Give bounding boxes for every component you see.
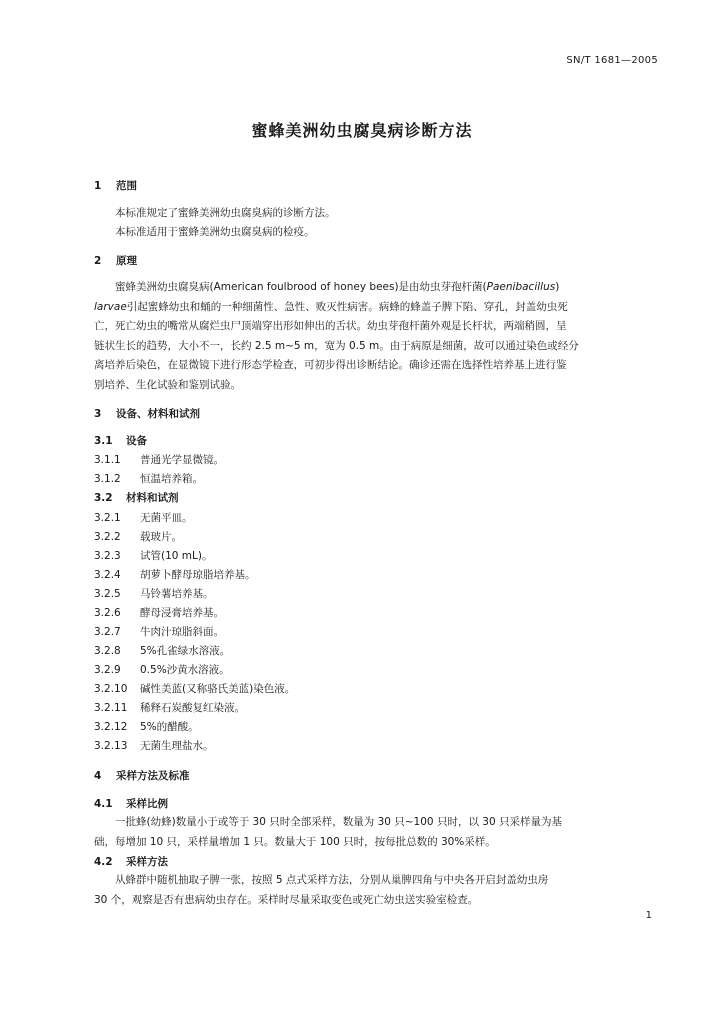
scope-paragraph-2: 本标准适用于蜜蜂美洲幼虫腐臭病的检疫。	[115, 226, 315, 238]
subsection-number: 4.1	[94, 798, 113, 810]
subsection-3-2-heading	[94, 490, 179, 505]
paragraph-line: 亡，死亡幼虫的嘴常从腐烂虫尸顶端穿出形如伸出的舌状。幼虫芽孢杆菌外观是长杆状，两端稍圆，呈	[94, 320, 567, 332]
list-item: 3.2.10 碱性美蓝(又称骆氏美蓝)染色液。	[94, 683, 296, 695]
subsection-title: 材料和试剂	[126, 492, 179, 504]
subsection-number: 3.2	[94, 492, 113, 504]
section-number: 3	[94, 408, 102, 420]
list-item: 3.2.2 载玻片。	[94, 531, 182, 543]
list-item: 3.2.7 牛肉汁琼脂斜面。	[94, 626, 224, 638]
subsection-title: 采样比例	[126, 798, 168, 810]
paragraph-line: 链状生长的趋势，大小不一，长约 2.5 m~5 m，宽为 0.5 m。由于病原是细菌，故可以通过染色或经分	[94, 339, 579, 352]
section-1-heading	[94, 178, 137, 193]
principle-paragraph	[94, 278, 654, 395]
section-title: 范围	[116, 180, 137, 192]
section-title: 原理	[116, 255, 137, 267]
section-3-heading	[94, 406, 200, 421]
list-item: 3.2.1 无菌平皿。	[94, 512, 193, 524]
section-title: 设备、材料和试剂	[116, 408, 200, 420]
subsection-3-1-heading	[94, 433, 147, 448]
subsection-title: 设备	[126, 435, 147, 447]
species-name: larvae	[94, 300, 127, 313]
list-item: 3.2.9 0.5%沙黄水溶液。	[94, 664, 230, 676]
paragraph-line: 别培养、生化试验和鉴别试验。	[94, 378, 241, 391]
section-number: 2	[94, 255, 102, 267]
paragraph-line: 从蜂群中随机抽取子脾一张，按照 5 点式采样方法，分别从巢脾四角与中央各开启封盖幼虫房	[115, 874, 549, 886]
paragraph-line: 30 个，观察是否有患病幼虫存在。采样时尽量采取变色或死亡幼虫送实验室检查。	[94, 893, 479, 906]
subsection-number: 3.1	[94, 435, 113, 447]
paragraph-line: 离培养后染色，在显微镜下进行形态学检查，可初步得出诊断结论。确诊还需在选择性培养基上进行鉴	[94, 359, 567, 371]
paragraph-line: 础，每增加 10 只，采样量增加 1 只。数量大于 100 只时，按每批总数的 30%采样。	[94, 835, 496, 848]
subsection-number: 4.2	[94, 856, 113, 868]
sampling-ratio-paragraph	[94, 813, 654, 852]
list-item: 3.1.1 普通光学显微镜。	[94, 454, 224, 466]
standard-code: SN/T 1681—2005	[566, 55, 658, 66]
subsection-4-1-heading	[94, 796, 168, 811]
list-item: 3.2.12 5%的醋酸。	[94, 721, 199, 733]
list-item: 3.2.5 马铃薯培养基。	[94, 588, 214, 600]
paragraph-line: 蜜蜂美洲幼虫腐臭病(American foulbrood of honey bees)是由幼虫芽孢杆菌(Paenibacillus)	[115, 281, 560, 293]
scope-paragraph-1: 本标准规定了蜜蜂美洲幼虫腐臭病的诊断方法。	[115, 207, 336, 219]
sampling-method-paragraph	[94, 871, 654, 910]
section-number: 4	[94, 770, 102, 782]
page-number: 1	[645, 910, 652, 921]
document-title: 蜜蜂美洲幼虫腐臭病诊断方法	[251, 121, 473, 140]
paragraph-line: larvae引起蜜蜂幼虫和蛹的一种细菌性、急性、败灭性病害。病蜂的蜂盖子脾下陷、穿孔，封盖幼虫死	[94, 300, 568, 313]
section-2-heading	[94, 253, 137, 268]
subsection-4-2-heading	[94, 854, 168, 869]
paragraph-line: 一批蜂(幼蜂)数量小于或等于 30 只时全部采样，数量为 30 只~100 只时，以 30 只采样量为基	[115, 816, 562, 828]
list-item: 3.2.13 无菌生理盐水。	[94, 740, 214, 752]
list-item: 3.2.6 酵母浸膏培养基。	[94, 607, 224, 619]
species-name: Paenibacillus	[486, 281, 556, 293]
section-4-heading	[94, 768, 190, 783]
section-number: 1	[94, 180, 102, 192]
section-title: 采样方法及标准	[116, 770, 190, 782]
list-item: 3.2.8 5%孔雀绿水溶液。	[94, 645, 231, 657]
list-item: 3.2.11 稀释石炭酸复红染液。	[94, 702, 245, 714]
list-item: 3.2.4 胡萝卜酵母琼脂培养基。	[94, 569, 256, 581]
list-item: 3.2.3 试管(10 mL)。	[94, 550, 213, 562]
list-item: 3.1.2 恒温培养箱。	[94, 473, 203, 485]
subsection-title: 采样方法	[126, 856, 168, 868]
